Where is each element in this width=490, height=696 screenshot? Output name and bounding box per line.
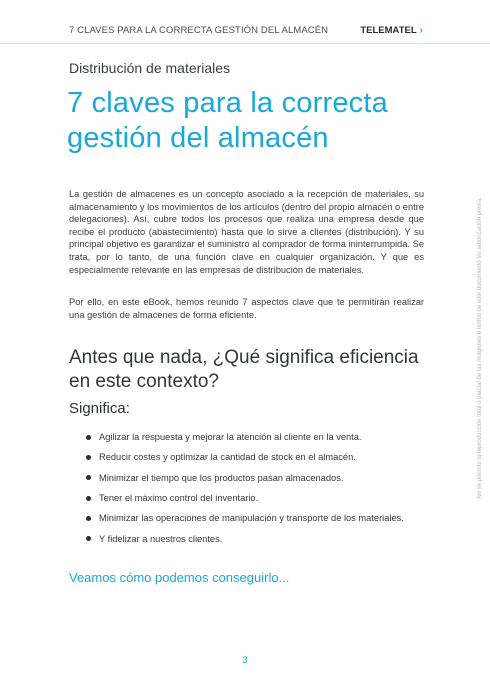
- section-heading: Antes que nada, ¿Qué significa eficiencia en este contexto?: [69, 347, 419, 392]
- page-number: 3: [242, 655, 248, 666]
- list-item-text: Reducir costes y optimizar la cantidad de stock en el almacén.: [99, 452, 356, 463]
- list-item: [86, 447, 404, 467]
- bullet-icon: [86, 435, 91, 440]
- list-item-text: Y fidelizar a nuestros clientes.: [99, 533, 223, 544]
- list-item: [86, 488, 404, 508]
- bullet-icon: [86, 516, 91, 521]
- bullet-icon: [86, 536, 91, 541]
- list-item: [86, 468, 404, 488]
- bullet-icon: [86, 455, 91, 460]
- document-title: 7 CLAVES PARA LA CORRECTA GESTIÓN DEL ALMACÉN: [69, 25, 329, 36]
- bullet-icon: [86, 496, 91, 501]
- closing-line: Veamos cómo podemos conseguirlo...: [69, 570, 290, 585]
- brand-logo: [360, 25, 423, 36]
- list-item: [86, 427, 404, 447]
- copyright-notice: No se permite la reproducción total o parcial de las imágenes o textos de este documento sin autorización previa.: [477, 197, 483, 499]
- section-label: Distribución de materiales: [69, 60, 231, 76]
- list-item: [86, 508, 404, 528]
- ebook-paragraph: Por ello, en este eBook, hemos reunido 7 aspectos clave que te permitirán realizar una gestión de almacenes de forma eficiente.: [69, 297, 424, 320]
- bullet-icon: [86, 475, 91, 480]
- list-item-text: Agilizar la respuesta y mejorar la atención al cliente en la venta.: [99, 432, 362, 443]
- list-item-text: Minimizar el tiempo que los productos pasan almacenados.: [99, 472, 344, 483]
- brand-name: TELEMATEL: [360, 25, 417, 36]
- page-header: [0, 0, 490, 44]
- list-lead: Significa:: [69, 400, 130, 417]
- list-item: [86, 528, 404, 548]
- benefits-list: [86, 427, 404, 549]
- chevron-right-icon: ›: [419, 25, 423, 36]
- page-title: 7 claves para la correcta gestión del almacén: [67, 87, 388, 154]
- list-item-text: Minimizar las operaciones de manipulación y transporte de los materiales.: [99, 513, 404, 524]
- list-item-text: Tener el máximo control del inventario.: [99, 493, 259, 504]
- intro-paragraph: La gestión de almacenes es un concepto asociado a la recepción de materiales, su almacenamiento y los movimientos de los artículos (dentro del propio almacén o entre delegaciones). Así, cubre todos los procesos que realiza una empresa desde que recibe el producto (abastecimiento) hasta que lo sirve a clientes (distribución). Y su principal objetivo es garantizar el suministro al comprador de forma ininterrumpida. Se trata, por lo tanto, de una función clave en cualquier organización. Y que es especialmente relevante en las empresas de distribución de materiales.: [69, 189, 424, 275]
